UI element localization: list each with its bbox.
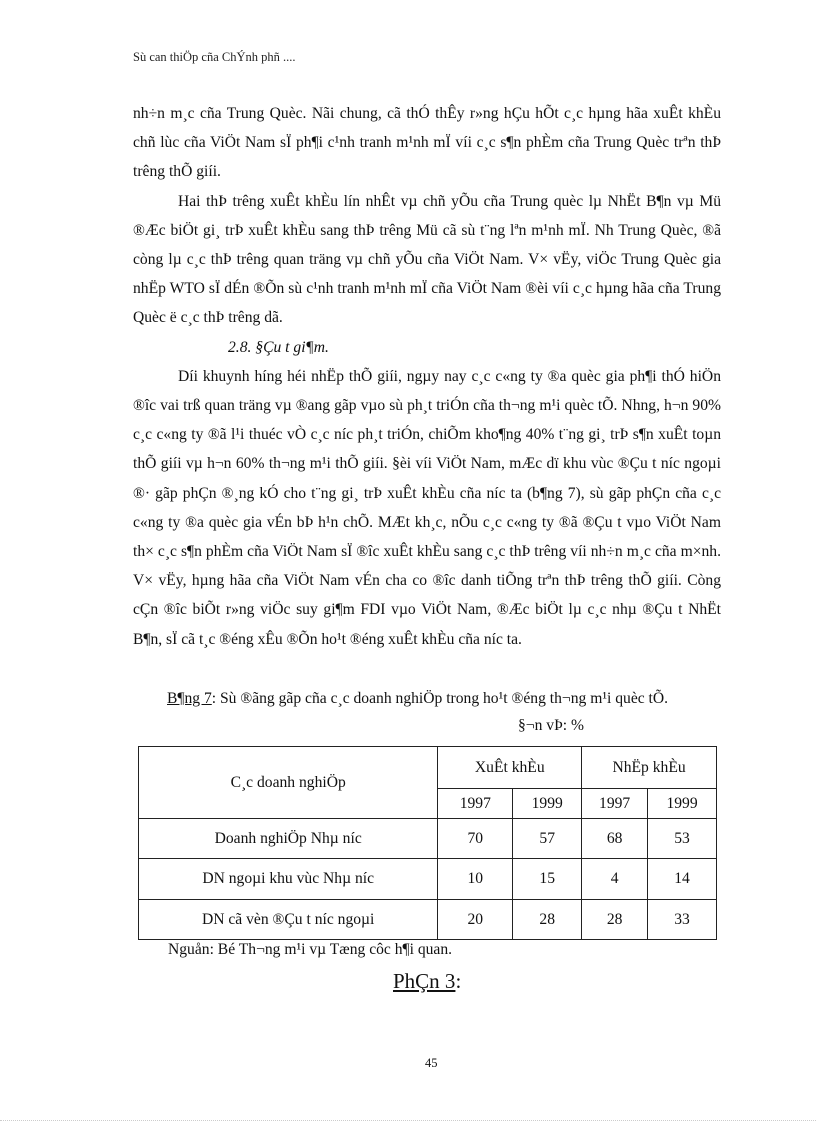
table-caption-label: B¶ng 7 [167, 690, 212, 707]
body-text [133, 99, 721, 654]
paragraph: Hai thÞ trêng xuÊt khÈu lín nhÊt vµ chñ yÕu cña Trung quèc lµ NhËt B¶n vµ Mü ®Æc biÖt gi¸ trÞ xuÊt khÈu sang thÞ trêng Mü cã sù t¨ng lªn m¹nh mÏ. Nh Trung Quèc, ®ã còng lµ c¸c thÞ trêng quan träng vµ chñ yÕu cña ViÖt Nam. V× vËy, viÖc Trung Quèc gia nhËp WTO sÏ dÉn ®Õn sù c¹nh tranh m¹nh mÏ cña ViÖt Nam ®èi víi c¸c hµng hãa cña Trung Quèc ë c¸c thÞ trêng dã. [133, 192, 721, 327]
part-title-text: PhÇn 3 [393, 969, 456, 993]
table-source: Nguån: Bé Th¬ng m¹i vµ Tæng côc h¶i quan. [168, 941, 453, 958]
table-row [139, 900, 717, 940]
cell-value: 20 [438, 900, 513, 940]
part-title [393, 969, 461, 994]
page-bottom-divider [0, 1120, 816, 1121]
part-title-colon: : [455, 969, 462, 993]
cell-value: 53 [648, 819, 717, 859]
group-header-import: NhËp khÈu [582, 747, 717, 789]
cell-value: 28 [513, 900, 582, 940]
paragraph: nh÷n m¸c cña Trung Quèc. Nãi chung, cã thÓ thÊy r»ng hÇu hÕt c¸c hµng hãa xuÊt khÈu chñ lùc cña ViÖt Nam sÏ ph¶i c¹nh tranh m¹nh mÏ víi c¸c s¶n phÈm cña Trung Quèc trªn thÞ trêng thÕ giíi. [133, 105, 721, 181]
cell-value: 68 [582, 819, 648, 859]
row-label: DN ngoµi khu vùc Nhµ níc [139, 859, 438, 900]
cell-value: 28 [582, 900, 648, 940]
year-header: 1997 [582, 789, 648, 819]
table-unit: §¬n vÞ: % [518, 717, 584, 734]
data-table [138, 746, 717, 940]
year-header: 1997 [438, 789, 513, 819]
cell-value: 57 [513, 819, 582, 859]
table-row [139, 819, 717, 859]
table-caption-text: : Sù ®ãng gãp cña c¸c doanh nghiÖp trong ho¹t ®éng th¬ng m¹i quèc tÕ. [211, 690, 669, 707]
running-header: Sù can thiÖp cña ChÝnh phñ .... [133, 50, 296, 64]
paragraph: Díi khuynh híng héi nhËp thÕ giíi, ngµy nay c¸c c«ng ty ®a quèc gia ph¶i thÓ hiÖn ®îc vai trß quan träng vµ ®ang gãp vµo sù ph¸t triÓn cña th¬ng m¹i quèc tÕ. Nhng, h¬n 90% c¸c c«ng ty ®ã l¹i thuéc vÒ c¸c níc ph¸t triÓn, chiÕm kho¶ng 40% t¨ng gi¸ trÞ s¶n xuÊt toµn thÕ giíi vµ h¬n 60% th¬ng m¹i thÕ giíi. §èi víi ViÖt Nam, mÆc dï khu vùc ®Çu t níc ngoµi ®· gãp phÇn ®¸ng kÓ cho t¨ng gi¸ trÞ xuÊt khÈu cña níc ta (b¶ng 7), sù gãp phÇn cña c¸c c«ng ty ®a quèc gia vÉn bÞ h¹n chÕ. MÆt kh¸c, nÕu c¸c c«ng ty ®ã ®Çu t vµo ViÖt Nam th× c¸c s¶n phÈm cña ViÖt Nam sÏ ®îc xuÊt khÈu sang c¸c thÞ trêng víi nh÷n m¸c cña m×nh. V× vËy, hµng hãa cña ViÖt Nam vÉn cha co ®îc danh tiÕng trªn thÞ trêng thÕ giíi. Còng cÇn ®îc biÕt r»ng viÖc suy gi¶m FDI vµo ViÖt Nam, ®Æc biÖt lµ c¸c nhµ ®Çu t NhËt B¶n, sÏ cã t¸c ®éng xÊu ®Õn ho¹t ®éng xuÊt khÈu cña níc ta. [133, 367, 721, 648]
table-row [139, 859, 717, 900]
table-caption [167, 690, 668, 708]
cell-value: 15 [513, 859, 582, 900]
section-heading: 2.8. §Çu t gi¶m. [228, 338, 329, 356]
row-header-cell: C¸c doanh nghiÖp [139, 747, 438, 819]
row-label: Doanh nghiÖp Nhµ níc [139, 819, 438, 859]
group-header-export: XuÊt khÈu [438, 747, 582, 789]
cell-value: 14 [648, 859, 717, 900]
cell-value: 33 [648, 900, 717, 940]
cell-value: 70 [438, 819, 513, 859]
cell-value: 10 [438, 859, 513, 900]
cell-value: 4 [582, 859, 648, 900]
row-label: DN cã vèn ®Çu t níc ngoµi [139, 900, 438, 940]
page-number: 45 [425, 1056, 438, 1070]
year-header: 1999 [513, 789, 582, 819]
year-header: 1999 [648, 789, 717, 819]
